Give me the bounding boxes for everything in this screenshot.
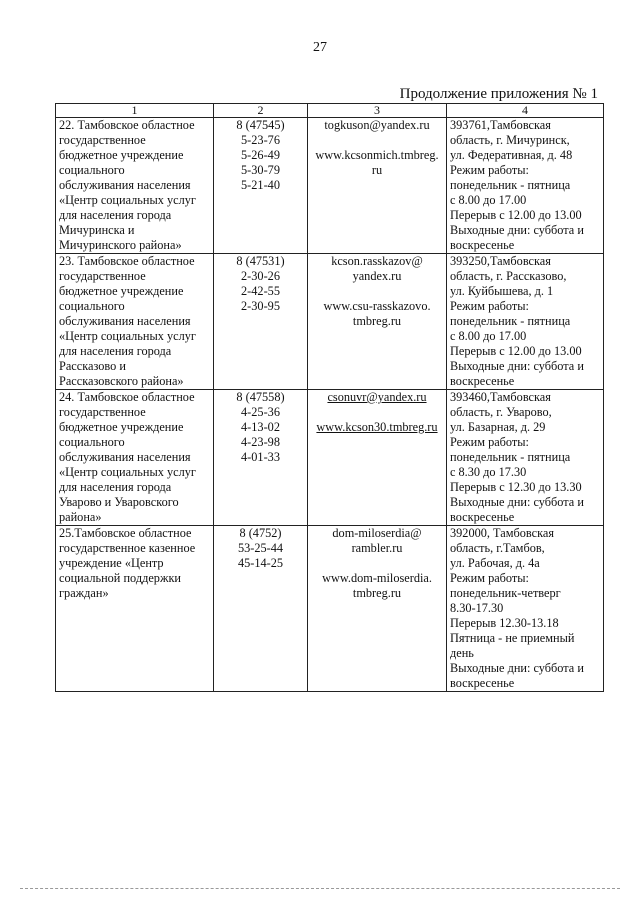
email-link-cont[interactable]: yandex.ru [352, 269, 402, 283]
phone-numbers: 8 (47558) 4-25-36 4-13-02 4-23-98 4-01-33 [214, 390, 308, 526]
contacts [308, 118, 447, 254]
column-header: 2 [214, 104, 308, 118]
table-row [56, 254, 604, 390]
website-link[interactable]: www.dom-miloserdia. [322, 571, 432, 585]
institution-name: 24. Тамбовское областное государственное бюджетное учреждение социального обслуживания населения «Центр социальных услуг для населения города Уварово и Уваровского района» [56, 390, 214, 526]
website-link[interactable]: www.kcson30.tmbreg.ru [316, 420, 438, 434]
institution-name: 25.Тамбовское областное государственное казенное учреждение «Центр социальной поддержки граждан» [56, 526, 214, 692]
column-header: 3 [308, 104, 447, 118]
address-schedule: 392000, Тамбовская область, г.Тамбов, ул. Рабочая, д. 4а Режим работы: понедельник-четверг 8.30-17.30 Перерыв 12.30-13.18 Пятница - не приемный день Выходные дни: суббота и воскресенье [447, 526, 604, 692]
email-link-cont[interactable]: rambler.ru [351, 541, 403, 555]
appendix-title: Продолжение приложения № 1 [399, 86, 598, 102]
table-row [56, 526, 604, 692]
address-schedule: 393250,Тамбовская область, г. Рассказово, ул. Куйбышева, д. 1 Режим работы: понедельник - пятница с 8.00 до 17.00 Перерыв с 12.00 до 13.00 Выходные дни: суббота и воскресенье [447, 254, 604, 390]
website-link-cont[interactable]: tmbreg.ru [352, 314, 402, 328]
institutions-table [55, 103, 604, 692]
website-link-cont[interactable]: ru [371, 163, 383, 177]
phone-numbers: 8 (4752) 53-25-44 45-14-25 [214, 526, 308, 692]
email-link[interactable]: kcson.rasskazov@ [331, 254, 423, 268]
column-header: 4 [447, 104, 604, 118]
contacts [308, 390, 447, 526]
address-schedule: 393460,Тамбовская область, г. Уварово, ул. Базарная, д. 29 Режим работы: понедельник - пятница с 8.30 до 17.30 Перерыв с 12.30 до 13.30 Выходные дни: суббота и воскресенье [447, 390, 604, 526]
institution-name: 22. Тамбовское областное государственное бюджетное учреждение социального обслуживания населения «Центр социальных услуг для населения города Мичуринска и Мичуринского района» [56, 118, 214, 254]
table-row [56, 118, 604, 254]
address-schedule: 393761,Тамбовская область, г. Мичуринск, ул. Федеративная, д. 48 Режим работы: понедельник - пятница с 8.00 до 17.00 Перерыв с 12.00 до 13.00 Выходные дни: суббота и воскресенье [447, 118, 604, 254]
institution-name: 23. Тамбовское областное государственное бюджетное учреждение социального обслуживания населения «Центр социальных услуг для населения города Рассказово и Рассказовского района» [56, 254, 214, 390]
table-row [56, 390, 604, 526]
phone-numbers: 8 (47531) 2-30-26 2-42-55 2-30-95 [214, 254, 308, 390]
email-link[interactable]: togkuson@yandex.ru [324, 118, 430, 132]
contacts [308, 526, 447, 692]
table-header-row [56, 104, 604, 118]
phone-numbers: 8 (47545) 5-23-76 5-26-49 5-30-79 5-21-40 [214, 118, 308, 254]
column-header: 1 [56, 104, 214, 118]
scan-edge-divider [20, 888, 620, 889]
website-link[interactable]: www.kcsonmich.tmbreg. [315, 148, 439, 162]
page-number: 27 [313, 40, 327, 55]
email-link[interactable]: csonuvr@yandex.ru [327, 390, 427, 404]
website-link-cont[interactable]: tmbreg.ru [352, 586, 402, 600]
website-link[interactable]: www.csu-rasskazovo. [323, 299, 431, 313]
email-link[interactable]: dom-miloserdia@ [332, 526, 422, 540]
contacts [308, 254, 447, 390]
